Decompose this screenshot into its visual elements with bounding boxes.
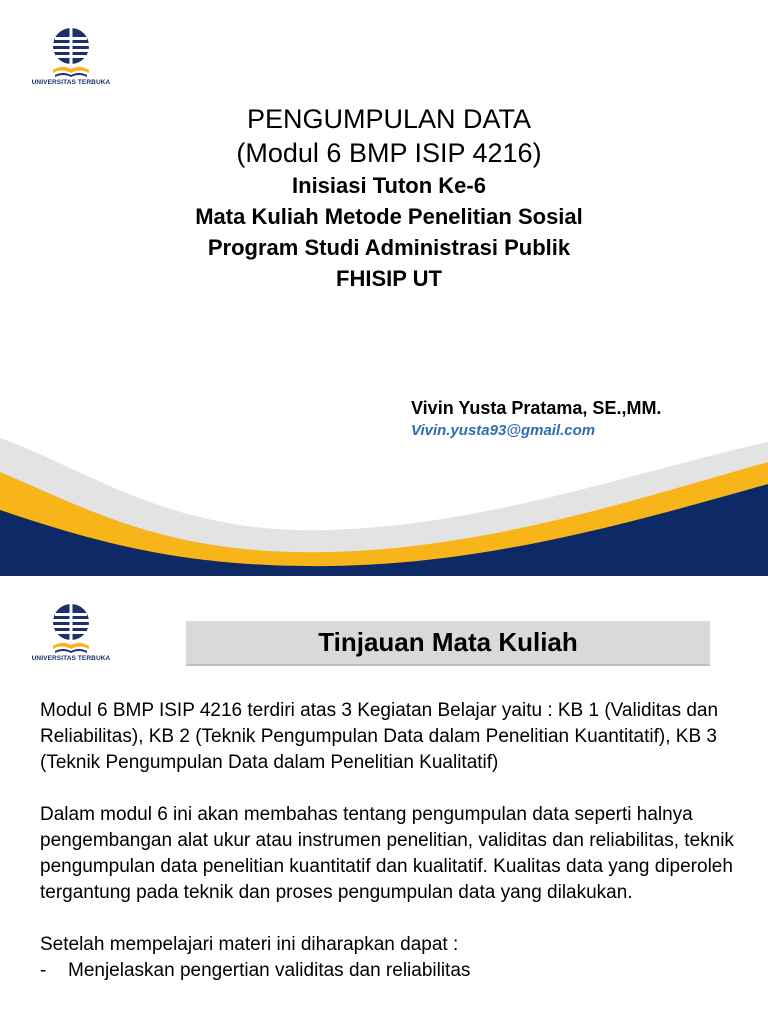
paragraph-3: Setelah mempelajari materi ini diharapkan dapat : [40, 934, 459, 955]
overview-slide [0, 576, 768, 1024]
university-emblem-icon [49, 602, 93, 654]
bullet-marker: - [40, 960, 47, 981]
body-text [40, 698, 740, 984]
subtitle-line-4: FHISIP UT [336, 266, 442, 291]
logo-text: UNIVERSITAS TERBUKA [31, 655, 111, 662]
logo-text: UNIVERSITAS TERBUKA [31, 79, 111, 86]
section-header: Tinjauan Mata Kuliah [186, 621, 710, 666]
subtitle-line-1: Inisiasi Tuton Ke-6 [292, 173, 486, 198]
author-name: Vivin Yusta Pratama, SE.,MM. [411, 398, 662, 418]
paragraph-2: Dalam modul 6 ini akan membahas tentang pengumpulan data seperti halnya pengembangan alat ukur atau instrumen penelitian, validitas dan reliabilitas, teknik pengumpulan data penelitian kuantitatif dan kualitatif. Kualitas data yang diperoleh tergantung pada teknik dan proses pengumpulan data yang dilakukan. [40, 804, 734, 903]
subtitle-line-2: Mata Kuliah Metode Penelitian Sosial [195, 204, 583, 229]
title-line-2: (Modul 6 BMP ISIP 4216) [236, 138, 542, 168]
university-logo [26, 602, 116, 662]
bullet-text: Menjelaskan pengertian validitas dan reliabilitas [68, 960, 471, 981]
title-line-1: PENGUMPULAN DATA [246, 104, 532, 134]
author-email[interactable]: Vivin.yusta93@gmail.com [411, 422, 596, 439]
bullet-item [40, 958, 740, 984]
subtitle-line-3: Program Studi Administrasi Publik [207, 235, 571, 260]
paragraph-1: Modul 6 BMP ISIP 4216 terdiri atas 3 Kegiatan Belajar yaitu : KB 1 (Validitas dan Reliabilitas), KB 2 (Teknik Pengumpulan Data dalam Penelitian Kuantitatif), KB 3 (Teknik Pengumpulan Data dalam Penelitian Kualitatif) [40, 700, 719, 773]
